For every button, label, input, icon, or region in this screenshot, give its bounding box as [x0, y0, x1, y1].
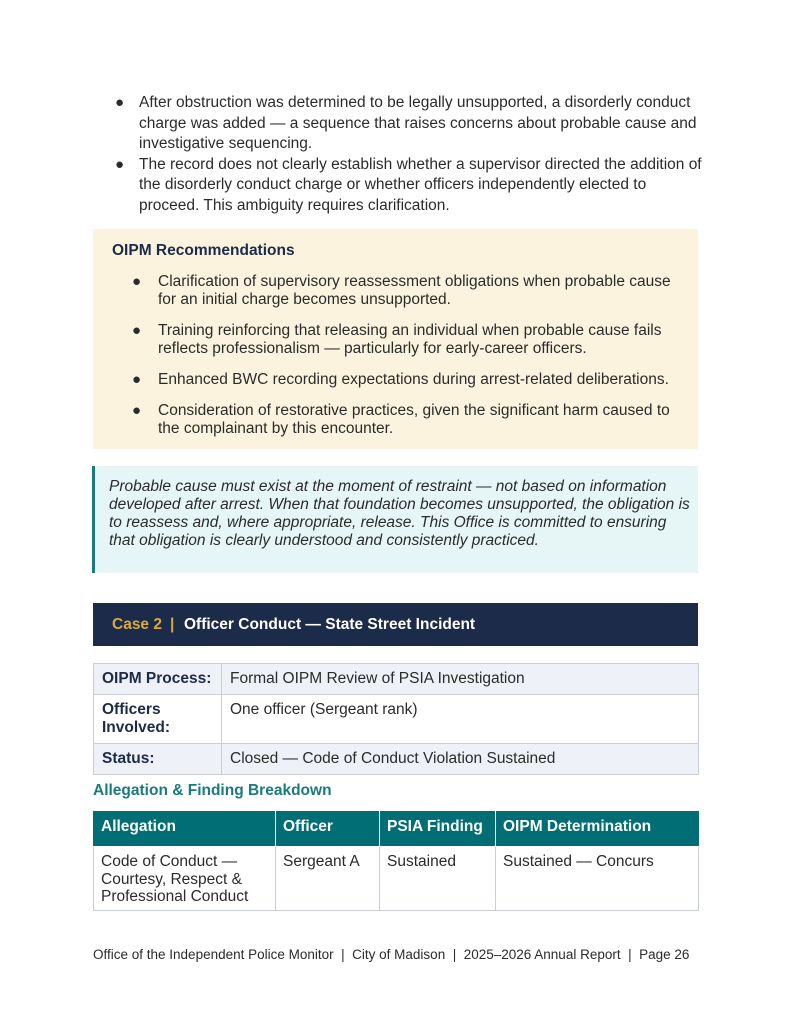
cell-allegation	[94, 847, 276, 911]
allegation-line: Professional Conduct	[101, 888, 249, 905]
list-item	[93, 155, 703, 217]
officers-label-line2: Involved:	[102, 719, 171, 736]
recommendations-list	[112, 273, 682, 451]
list-item	[112, 402, 682, 438]
intro-bullet-list	[93, 93, 703, 216]
bullet-icon: ●	[115, 155, 125, 173]
table-row	[94, 744, 699, 775]
recommendations-title: OIPM Recommendations	[112, 242, 295, 259]
bullet-text: The record does not clearly establish whether a supervisor directed the addition of the disorderly conduct charge or whether officers independently elected to proceed. This ambiguity requires clarification.	[139, 155, 702, 214]
list-item	[112, 273, 682, 309]
header-psia-finding: PSIA Finding	[380, 812, 496, 847]
table-header-row	[94, 812, 699, 847]
table-row	[94, 664, 699, 695]
cell-psia-finding: Sustained	[380, 847, 496, 911]
table-row	[94, 847, 699, 911]
allegation-line: Courtesy, Respect &	[101, 870, 242, 888]
header-allegation: Allegation	[94, 812, 276, 847]
allegation-table	[93, 811, 699, 911]
case-separator: |	[170, 616, 175, 633]
recommendation-text: Consideration of restorative practices, given the significant harm caused to the complainant by this encounter.	[158, 402, 670, 437]
status-value: Closed — Code of Conduct Violation Sustained	[222, 744, 699, 775]
bullet-icon: ●	[132, 402, 142, 419]
list-item	[93, 93, 703, 155]
allegation-line: Code of Conduct —	[101, 853, 238, 870]
list-item	[112, 322, 682, 358]
bullet-icon: ●	[115, 94, 125, 111]
officers-value: One officer (Sergeant rank)	[222, 695, 699, 744]
process-label: OIPM Process:	[94, 664, 222, 695]
process-value: Formal OIPM Review of PSIA Investigation	[222, 664, 699, 695]
cell-oipm-determination: Sustained — Concurs	[496, 847, 699, 911]
recommendation-text: Enhanced BWC recording expectations during arrest-related deliberations.	[158, 371, 669, 388]
recommendations-box	[93, 229, 698, 449]
table-row	[94, 695, 699, 744]
header-officer: Officer	[276, 812, 380, 847]
bullet-icon: ●	[132, 371, 142, 388]
cell-officer: Sergeant A	[276, 847, 380, 911]
officers-label-line1: Officers	[102, 701, 161, 718]
recommendation-text: Clarification of supervisory reassessment obligations when probable cause for an initial charge becomes unsupported.	[158, 273, 671, 308]
footer-text: Office of the Independent Police Monitor | City of Madison | 2025–2026 Annual Report | Page 26	[93, 947, 690, 962]
pull-quote	[92, 466, 698, 573]
officers-label	[94, 695, 222, 744]
list-item	[112, 371, 682, 389]
bullet-text: After obstruction was determined to be legally unsupported, a disorderly conduct charge was added — a sequence that raises concerns about probable cause and investigative sequencing.	[139, 94, 697, 152]
page-footer	[93, 947, 689, 962]
status-label: Status:	[94, 744, 222, 775]
bullet-icon: ●	[132, 273, 142, 290]
case-info-table	[93, 663, 699, 775]
case-number: Case 2	[112, 616, 162, 633]
header-oipm-determination: OIPM Determination	[496, 812, 699, 847]
breakdown-heading: Allegation & Finding Breakdown	[93, 782, 332, 799]
case-title: Officer Conduct — State Street Incident	[184, 616, 476, 633]
bullet-icon: ●	[132, 322, 142, 339]
case-header	[93, 603, 698, 646]
pull-quote-text: Probable cause must exist at the moment of restraint — not based on information developed after arrest. When that foundation becomes unsupported, the obligation is to reassess and, where appropriate, release. This Office is committed to ensuring that obligation is clearly understood and consistently practiced.	[109, 478, 690, 549]
recommendation-text: Training reinforcing that releasing an individual when probable cause fails reflects professionalism — particularly for early-career officers.	[158, 322, 662, 357]
